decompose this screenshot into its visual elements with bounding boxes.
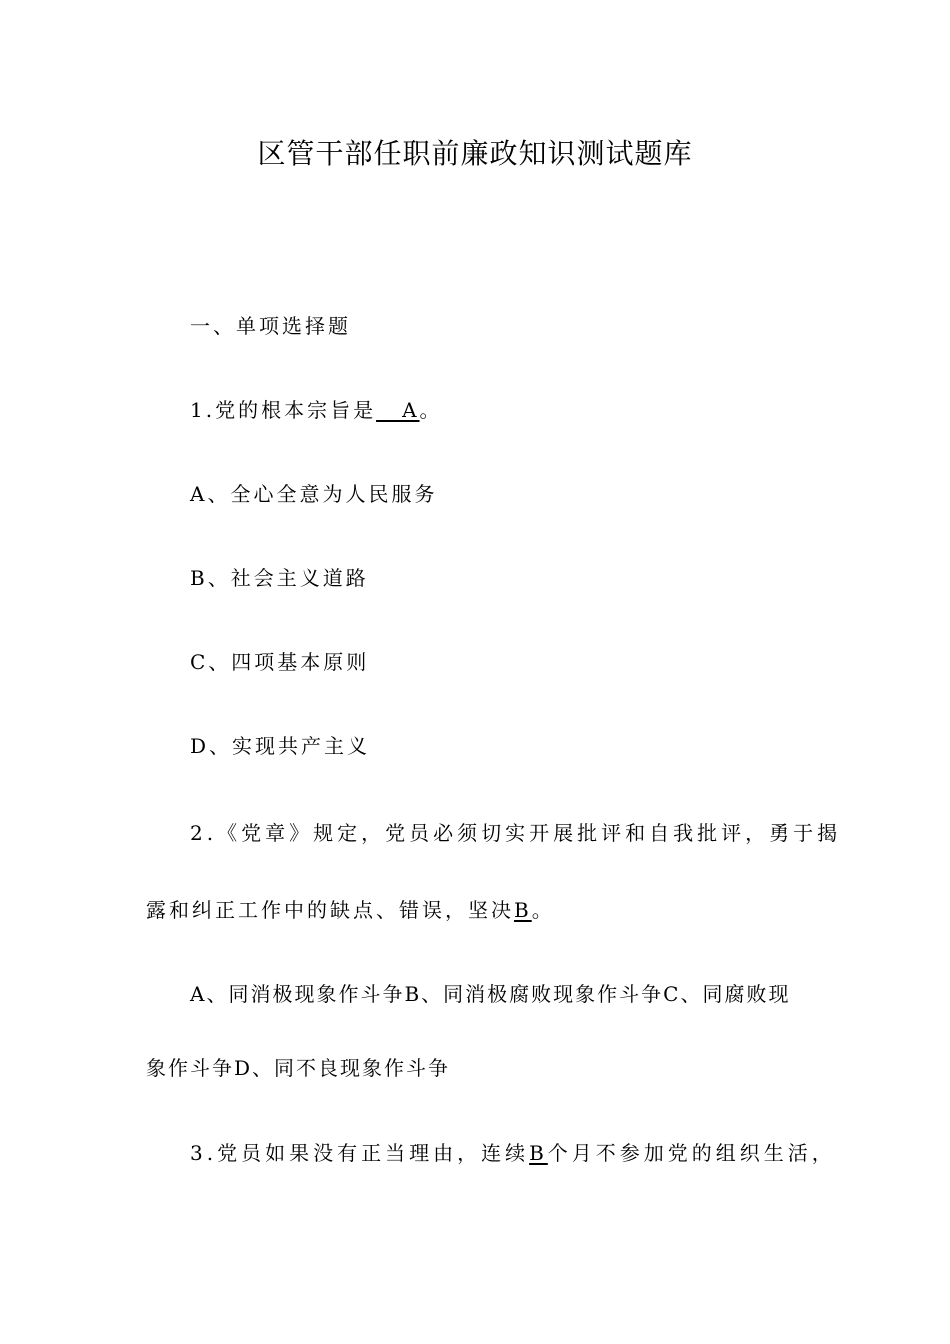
section-heading: 一、单项选择题 (190, 314, 351, 338)
question-2-stem-end: 。 (531, 898, 555, 922)
question-2-stem-text: 露和纠正工作中的缺点、错误，坚决 (146, 898, 514, 922)
question-1-option-c: C、四项基本原则 (190, 650, 370, 674)
page-title: 区管干部任职前廉政知识测试题库 (257, 137, 693, 170)
question-1-option-a: A、全心全意为人民服务 (190, 482, 438, 506)
question-1-option-b: B、社会主义道路 (190, 566, 369, 590)
question-3-stem (190, 1138, 836, 1168)
question-2-stem-line2 (146, 895, 555, 925)
question-1-stem-end: 。 (419, 398, 443, 422)
question-2-options-line2: 象作斗争D、同不良现象作斗争 (146, 1056, 451, 1080)
question-3-stem-end: 个月不参加党的组织生活， (547, 1141, 836, 1165)
question-2-answer: B (514, 898, 532, 922)
question-2-options-line1: A、同消极现象作斗争B、同消极腐败现象作斗争C、同腐败现 (190, 982, 791, 1006)
question-1-option-d: D、实现共产主义 (190, 734, 371, 758)
question-2-stem-line1: 2.《党章》规定，党员必须切实开展批评和自我批评，勇于揭 (190, 821, 842, 845)
question-3-stem-text: 3.党员如果没有正当理由，连续 (190, 1141, 530, 1165)
question-3-answer: B (529, 1141, 548, 1165)
question-1-stem-text: 1.党的根本宗旨是 (190, 398, 377, 422)
question-1-stem (190, 395, 443, 425)
question-1-answer: __A (376, 398, 420, 422)
